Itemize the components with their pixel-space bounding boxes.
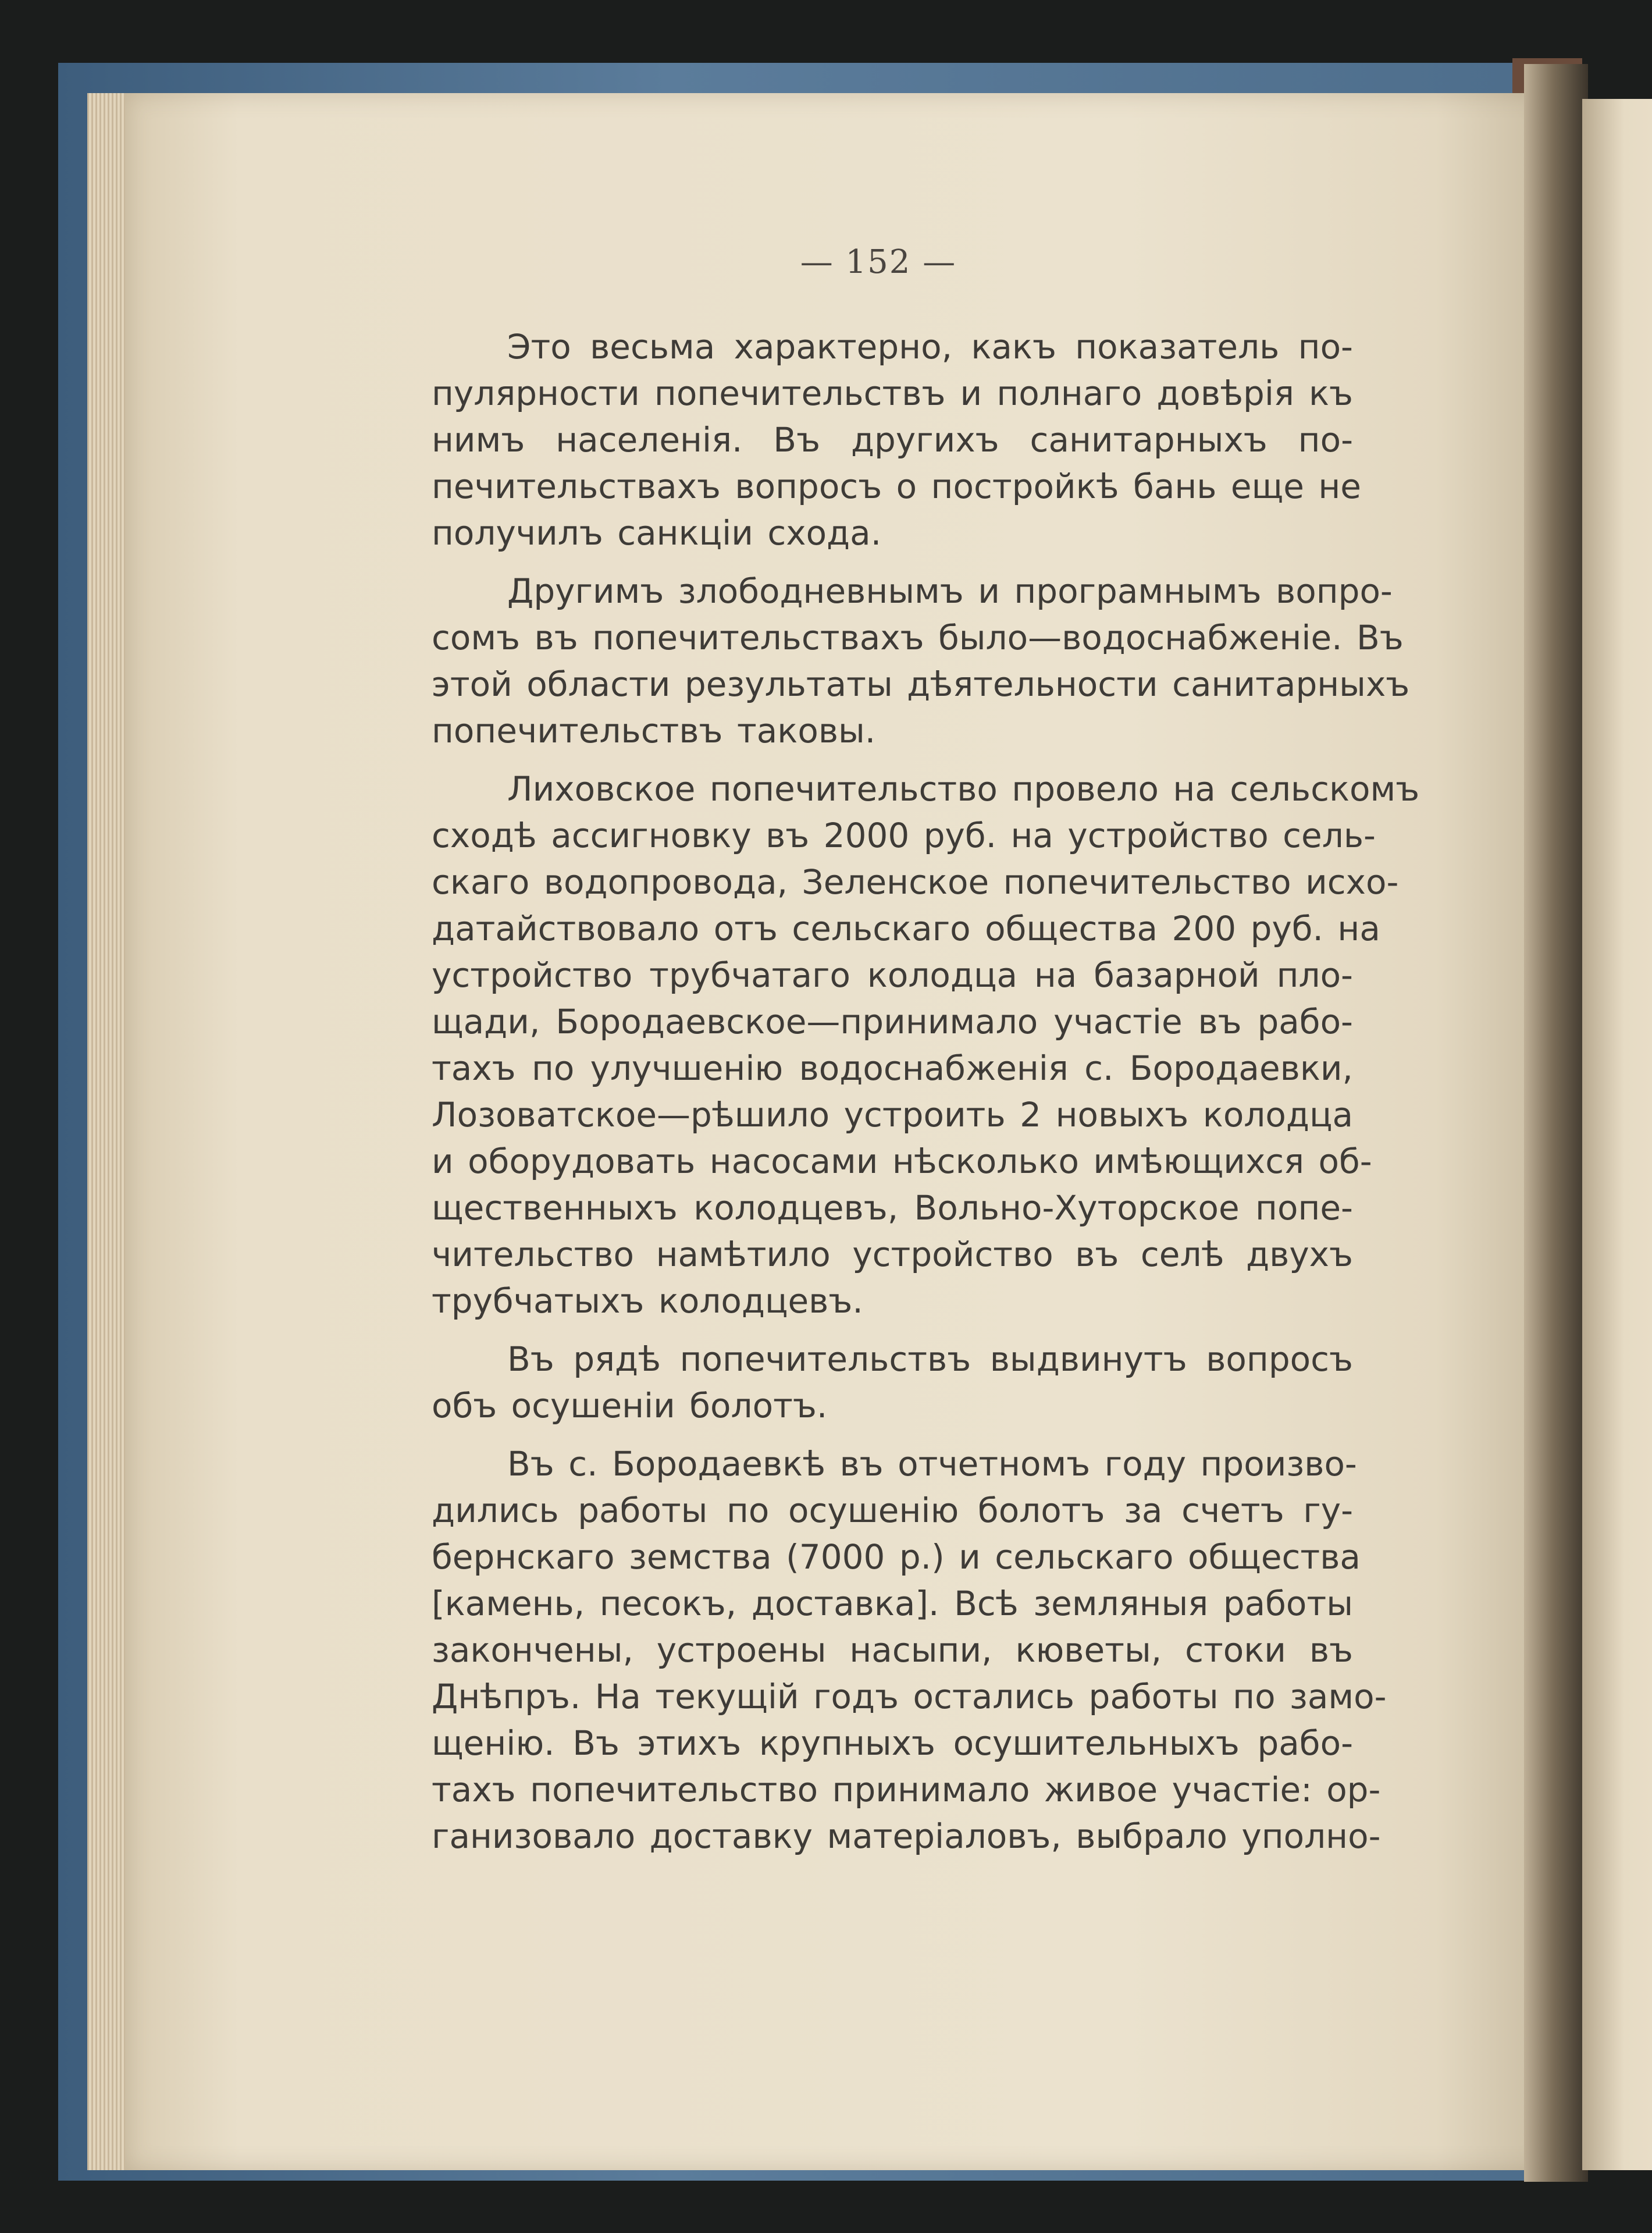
text-line: закончены, устроены насыпи, кюветы, стоки въ bbox=[432, 1630, 1353, 1670]
text-line: этой области результаты дѣятельности санитарныхъ bbox=[432, 664, 1410, 704]
text-line: чительство намѣтило устройство въ селѣ двухъ bbox=[432, 1235, 1353, 1274]
text-line: Лозоватское—рѣшило устроить 2 новыхъ колодца bbox=[432, 1095, 1353, 1135]
paragraph bbox=[432, 1441, 1387, 1859]
text-line: сомъ въ попечительствахъ было—водоснабженіе. Въ bbox=[432, 618, 1404, 657]
text-line: скаго водопровода, Зеленское попечительство исхо- bbox=[432, 862, 1399, 902]
text-line: тахъ попечительство принимало живое участіе: ор- bbox=[432, 1770, 1381, 1809]
book-gutter bbox=[1524, 64, 1588, 2182]
text-line: сходѣ ассигновку въ 2000 руб. на устройство сель- bbox=[432, 816, 1376, 855]
text-line: щади, Бородаевское—принимало участіе въ рабо- bbox=[432, 1002, 1353, 1041]
text-line: тахъ по улучшенію водоснабженія с. Бородаевки, bbox=[432, 1048, 1353, 1088]
text-line: устройство трубчатаго колодца на базарной пло- bbox=[432, 955, 1353, 995]
text-line: и оборудовать насосами нѣсколько имѣющихся об- bbox=[432, 1142, 1372, 1181]
paragraph bbox=[432, 323, 1361, 556]
next-page-edge bbox=[1582, 99, 1652, 2170]
paragraph bbox=[432, 1336, 1353, 1429]
text-line: попечительствъ таковы. bbox=[432, 711, 876, 751]
text-line: нимъ населенія. Въ другихъ санитарныхъ по- bbox=[432, 420, 1353, 460]
text-line: Это весьма характерно, какъ показатель по- bbox=[507, 327, 1353, 367]
text-line: щенію. Въ этихъ крупныхъ осушительныхъ рабо- bbox=[432, 1723, 1353, 1763]
text-line: Въ рядѣ попечительствъ выдвинутъ вопросъ bbox=[507, 1339, 1353, 1379]
text-line: пулярности попечительствъ и полнаго довѣрія къ bbox=[432, 374, 1353, 413]
text-line: дились работы по осушенію болотъ за счетъ гу- bbox=[432, 1491, 1353, 1530]
text-line: получилъ санкціи схода. bbox=[432, 513, 882, 553]
text-line: Днѣпръ. На текущій годъ остались работы по замо- bbox=[432, 1677, 1387, 1716]
text-line: трубчатыхъ колодцевъ. bbox=[432, 1281, 863, 1321]
text-line: ганизовало доставку матеріаловъ, выбрало уполно- bbox=[432, 1816, 1381, 1856]
page-number: — 152 — bbox=[800, 243, 957, 281]
text-line: печительствахъ вопросъ о постройкѣ бань еще не bbox=[432, 467, 1361, 506]
text-line: Лиховское попечительство провело на сельскомъ bbox=[507, 769, 1420, 809]
text-line: Другимъ злободневнымъ и програмнымъ вопро- bbox=[507, 571, 1393, 611]
text-line: бернскаго земства (7000 р.) и сельскаго общества bbox=[432, 1537, 1361, 1577]
page-text bbox=[432, 323, 1420, 1871]
text-line: датайствовало отъ сельскаго общества 200 руб. на bbox=[432, 909, 1380, 948]
paragraph bbox=[432, 766, 1420, 1324]
text-line: Въ с. Бородаевкѣ въ отчетномъ году произво- bbox=[507, 1444, 1357, 1484]
text-line: [камень, песокъ, доставка]. Всѣ земляныя работы bbox=[432, 1584, 1353, 1623]
text-line: щественныхъ колодцевъ, Вольно-Хуторское попе- bbox=[432, 1188, 1353, 1228]
paragraph bbox=[432, 568, 1410, 754]
text-line: объ осушеніи болотъ. bbox=[432, 1386, 828, 1425]
